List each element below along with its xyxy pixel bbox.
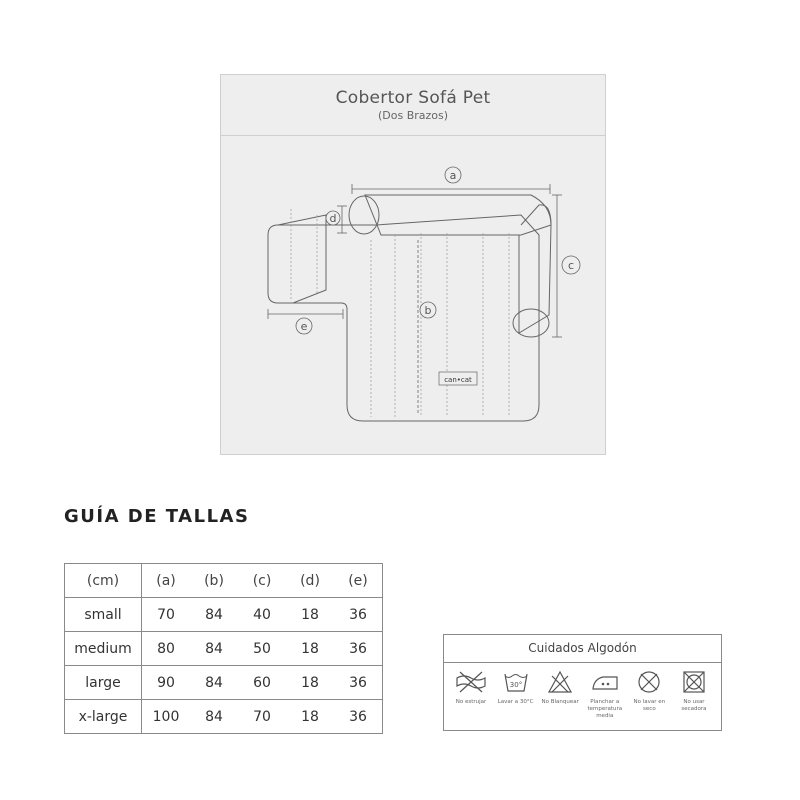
- size-name-cell: medium: [65, 632, 142, 666]
- table-cell: 18: [286, 632, 334, 666]
- care-box: [443, 634, 722, 731]
- care-label: No lavar en seco: [633, 699, 666, 712]
- care-item: [495, 670, 537, 720]
- no-wring-icon: [454, 670, 488, 694]
- table-cell: 36: [334, 598, 383, 632]
- header-cell: (e): [334, 564, 383, 598]
- care-label: No estrujar: [455, 699, 487, 705]
- table-cell: 70: [238, 700, 286, 734]
- left-roll-end: [349, 196, 379, 234]
- table-row: [65, 666, 383, 700]
- size-name-cell: large: [65, 666, 142, 700]
- table-cell: 36: [334, 700, 383, 734]
- care-item: [584, 670, 626, 720]
- table-cell: 84: [190, 666, 238, 700]
- svg-text:can•cat: can•cat: [444, 376, 472, 384]
- table-cell: 18: [286, 700, 334, 734]
- header-cell: (a): [142, 564, 191, 598]
- diagram-subtitle: (Dos Brazos): [377, 109, 449, 122]
- table-cell: 36: [334, 632, 383, 666]
- label-e: [296, 318, 312, 334]
- care-label: No Blanquear: [541, 699, 579, 705]
- care-title: Cuidados Algodón: [444, 635, 721, 663]
- label-d: [326, 211, 340, 225]
- care-label: No usar secadora: [681, 699, 707, 712]
- label-a: [445, 167, 461, 183]
- svg-text:d: d: [329, 212, 337, 225]
- table-cell: 84: [190, 598, 238, 632]
- left-arm-inner: [278, 215, 326, 303]
- table-cell: 100: [142, 700, 191, 734]
- svg-text:b: b: [424, 304, 432, 317]
- header-cell: (cm): [65, 564, 142, 598]
- care-item: [673, 670, 715, 720]
- care-item: [539, 670, 581, 720]
- no-bleach-icon: [547, 670, 573, 694]
- size-name-cell: x-large: [65, 700, 142, 734]
- size-table: [64, 563, 383, 734]
- care-item: [450, 670, 492, 720]
- svg-text:a: a: [449, 169, 457, 182]
- label-c: [562, 256, 580, 274]
- care-icons: [444, 663, 721, 720]
- table-row: [65, 700, 383, 734]
- table-cell: 70: [142, 598, 191, 632]
- size-name-cell: small: [65, 598, 142, 632]
- header-cell: (c): [238, 564, 286, 598]
- table-cell: 36: [334, 666, 383, 700]
- iron-medium-icon: [590, 670, 620, 694]
- diagram-panel: [220, 74, 606, 455]
- table-row: [65, 598, 383, 632]
- table-header-row: [65, 564, 383, 598]
- table-cell: 18: [286, 666, 334, 700]
- table-cell: 80: [142, 632, 191, 666]
- care-label: Lavar a 30°C: [497, 699, 534, 705]
- label-b: [420, 302, 436, 318]
- diagram-title: Cobertor Sofá Pet: [335, 88, 491, 108]
- svg-text:30°: 30°: [509, 681, 522, 689]
- table-cell: 40: [238, 598, 286, 632]
- brand-label: [439, 372, 477, 385]
- care-label: Planchar a temperatura media: [587, 699, 623, 719]
- wash-30-icon: [503, 670, 529, 694]
- header-cell: (d): [286, 564, 334, 598]
- svg-text:c: c: [567, 259, 575, 272]
- table-row: [65, 632, 383, 666]
- table-cell: 90: [142, 666, 191, 700]
- table-cell: 84: [190, 632, 238, 666]
- right-arm: [519, 205, 551, 333]
- no-tumble-dry-icon: [681, 670, 707, 694]
- header-cell: (b): [190, 564, 238, 598]
- right-roll-end: [513, 309, 549, 337]
- table-cell: 60: [238, 666, 286, 700]
- svg-text:e: e: [300, 320, 308, 333]
- no-dry-clean-icon: [636, 670, 662, 694]
- table-cell: 18: [286, 598, 334, 632]
- care-item: [628, 670, 670, 720]
- table-cell: 50: [238, 632, 286, 666]
- sofa-cover-drawing: [221, 75, 607, 456]
- back-roll: [365, 195, 551, 235]
- size-guide-title: GUÍA DE TALLAS: [64, 506, 250, 527]
- sofa-cover-outline: [268, 215, 539, 421]
- table-cell: 84: [190, 700, 238, 734]
